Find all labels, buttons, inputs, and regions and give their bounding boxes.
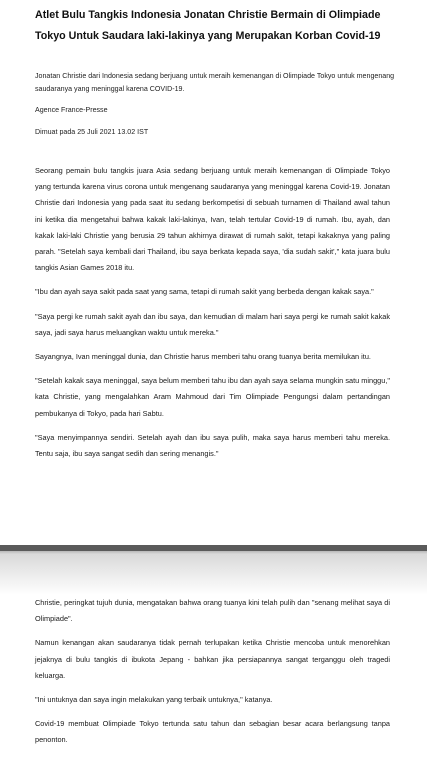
document-page-2: [0, 595, 427, 763]
body-paragraph: Namun kenangan akan saudaranya tidak pernah terlupakan ketika Christie mencoba untuk menorehkan jejaknya di bulu tangkis di ibukota Jepang - bahkan jika persiapannya sangat terganggu oleh tragedi keluarga.: [35, 638, 390, 680]
body-paragraph: "Saya menyimpannya sendiri. Setelah ayah dan ibu saya pulih, maka saya harus memberi tahu mereka. Tentu saja, ibu saya sangat sedih dan sering menangis.": [35, 432, 390, 459]
page-separator: [0, 545, 427, 595]
body-paragraph: Covid-19 membuat Olimpiade Tokyo tertunda satu tahun dan sebagian besar acara berlangsung tanpa penonton.: [35, 719, 390, 745]
body-paragraph: "Ini untuknya dan saya ingin melakukan yang terbaik untuknya," katanya.: [35, 695, 273, 705]
article-lead: Jonatan Christie dari Indonesia sedang berjuang untuk meraih kemenangan di Olimpiade Tokyo untuk mengenang saudaranya yang meninggal karena COVID-19.: [35, 72, 395, 93]
body-paragraph: "Saya pergi ke rumah sakit ayah dan ibu saya, dan kemudian di malam hari saya pergi ke rumah sakit kakak saya, jadi saya harus meluangkan waktu untuk mereka.": [35, 311, 390, 337]
body-paragraph: "Ibu dan ayah saya sakit pada saat yang sama, tetapi di rumah sakit yang berbeda dengan kakak saya.": [35, 287, 374, 297]
body-paragraph: Seorang pemain bulu tangkis juara Asia sedang berjuang untuk meraih kemenangan di Olimpiade Tokyo yang tertunda karena virus corona untuk mengenang saudaranya yang meninggal karena Covid-19. Jonatan Christie dari Indonesia yang pada saat itu sedang berkompetisi di sebuah turnamen di Thailand awal tahun ini ketika dia mengetahui bahwa kakak laki-lakinya, Ivan, telah tertular Covid-19 di rumah. Ibu, ayah, dan kakak laki-laki Christie yang berusia 29 tahun akhirnya dirawat di rumah sakit, tetapi kakaknya yang paling parah. "Setelah saya kembali dari Thailand, ibu saya berkata kepada saya, 'dia sudah sakit'," kata juara bulu tangkis Asian Games 2018 itu.: [35, 166, 390, 273]
body-paragraph: "Setelah kakak saya meninggal, saya belum memberi tahu ibu dan ayah saya selama mungkin satu minggu," kata Christie, yang mengalahkan Aram Mahmoud dari Tim Olimpiade Pengungsi dalam pertandingan pembukanya di Tokyo, pada hari Sabtu.: [35, 376, 390, 418]
body-paragraph: Sayangnya, Ivan meninggal dunia, dan Christie harus memberi tahu orang tuanya berita memilukan itu.: [35, 352, 371, 362]
article-body-page-2: [35, 595, 390, 757]
body-paragraph: Christie, peringkat tujuh dunia, mengatakan bahwa orang tuanya kini telah pulih dan "senang melihat saya di Olimpiade".: [35, 598, 390, 624]
article-body-page-1: [35, 163, 390, 470]
article-title: Atlet Bulu Tangkis Indonesia Jonatan Christie Bermain di Olimpiade Tokyo Untuk Saudara laki-lakinya yang Merupakan Korban Covid-19: [35, 9, 381, 42]
article-dateline: Dimuat pada 25 Juli 2021 13.02 IST: [35, 128, 149, 136]
article-agency: Agence France-Presse: [35, 106, 108, 114]
